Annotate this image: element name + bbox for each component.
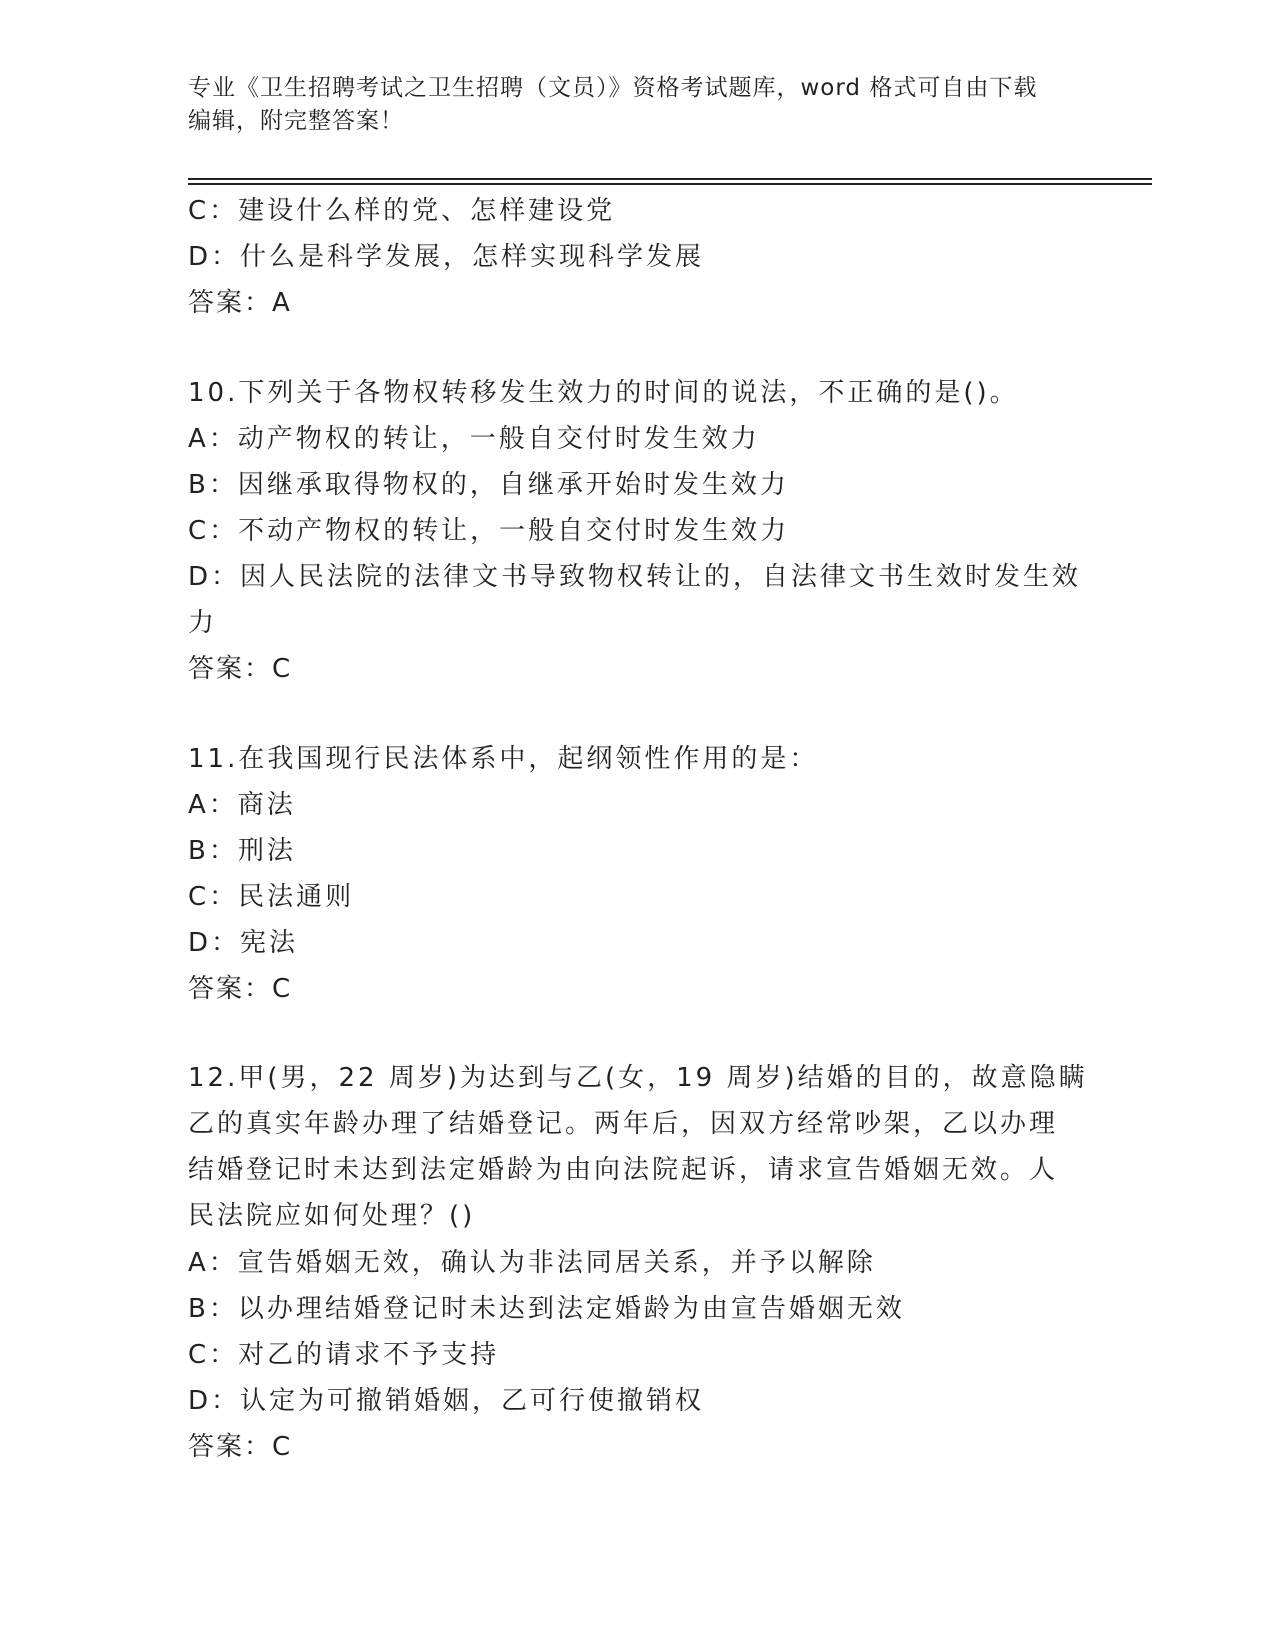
question-12-block xyxy=(188,1056,1088,1470)
header-divider-top xyxy=(188,178,1152,180)
option-a: A：宣告婚姻无效，确认为非法同居关系，并予以解除 xyxy=(188,1248,876,1278)
option-c: C：对乙的请求不予支持 xyxy=(188,1340,500,1370)
answer-line: 答案：C xyxy=(188,654,293,684)
question-stem-line-4: 民法院应如何处理？() xyxy=(188,1201,476,1231)
answer-line: 答案：A xyxy=(188,288,292,318)
question-11-block xyxy=(188,736,1088,1012)
spacer xyxy=(188,1012,1088,1056)
question-stem-line-3: 结婚登记时未达到法定婚龄为由向法院起诉，请求宣告婚姻无效。人 xyxy=(188,1155,1059,1185)
option-c: C：建设什么样的党、怎样建设党 xyxy=(188,196,616,226)
option-d-line-2: 力 xyxy=(188,608,218,638)
option-a: A：动产物权的转让，一般自交付时发生效力 xyxy=(188,424,760,454)
spacer xyxy=(188,326,1088,370)
question-content xyxy=(188,188,1088,1470)
question-stem-line-2: 乙的真实年龄办理了结婚登记。两年后，因双方经常吵架，乙以办理 xyxy=(188,1109,1059,1139)
spacer xyxy=(188,692,1088,736)
previous-question-block xyxy=(188,188,1088,326)
question-stem-line-1: 12.甲(男，22 周岁)为达到与乙(女，19 周岁)结婚的目的，故意隐瞒 xyxy=(188,1063,1088,1093)
option-b: B：以办理结婚登记时未达到法定婚龄为由宣告婚姻无效 xyxy=(188,1294,905,1324)
question-10-block xyxy=(188,370,1088,692)
option-b: B：刑法 xyxy=(188,836,296,866)
option-d-line-1: D：因人民法院的法律文书导致物权转让的，自法律文书生效时发生效 xyxy=(188,562,1082,592)
header-line-1: 专业《卫生招聘考试之卫生招聘（文员）》资格考试题库，word 格式可自由下载 xyxy=(188,75,1038,101)
question-stem: 11.在我国现行民法体系中，起纲领性作用的是： xyxy=(188,744,819,774)
document-header xyxy=(188,72,1068,138)
option-c: C：不动产物权的转让，一般自交付时发生效力 xyxy=(188,516,790,546)
header-divider-bottom xyxy=(188,183,1152,185)
option-d: D：什么是科学发展，怎样实现科学发展 xyxy=(188,242,705,272)
option-b: B：因继承取得物权的，自继承开始时发生效力 xyxy=(188,470,789,500)
option-d: D：认定为可撤销婚姻，乙可行使撤销权 xyxy=(188,1386,705,1416)
question-stem: 10.下列关于各物权转移发生效力的时间的说法，不正确的是()。 xyxy=(188,378,1019,408)
option-c: C：民法通则 xyxy=(188,882,355,912)
option-a: A：商法 xyxy=(188,790,296,820)
header-line-2: 编辑，附完整答案！ xyxy=(188,108,404,134)
option-d: D：宪法 xyxy=(188,928,299,958)
answer-line: 答案：C xyxy=(188,974,293,1004)
answer-line: 答案：C xyxy=(188,1432,293,1462)
